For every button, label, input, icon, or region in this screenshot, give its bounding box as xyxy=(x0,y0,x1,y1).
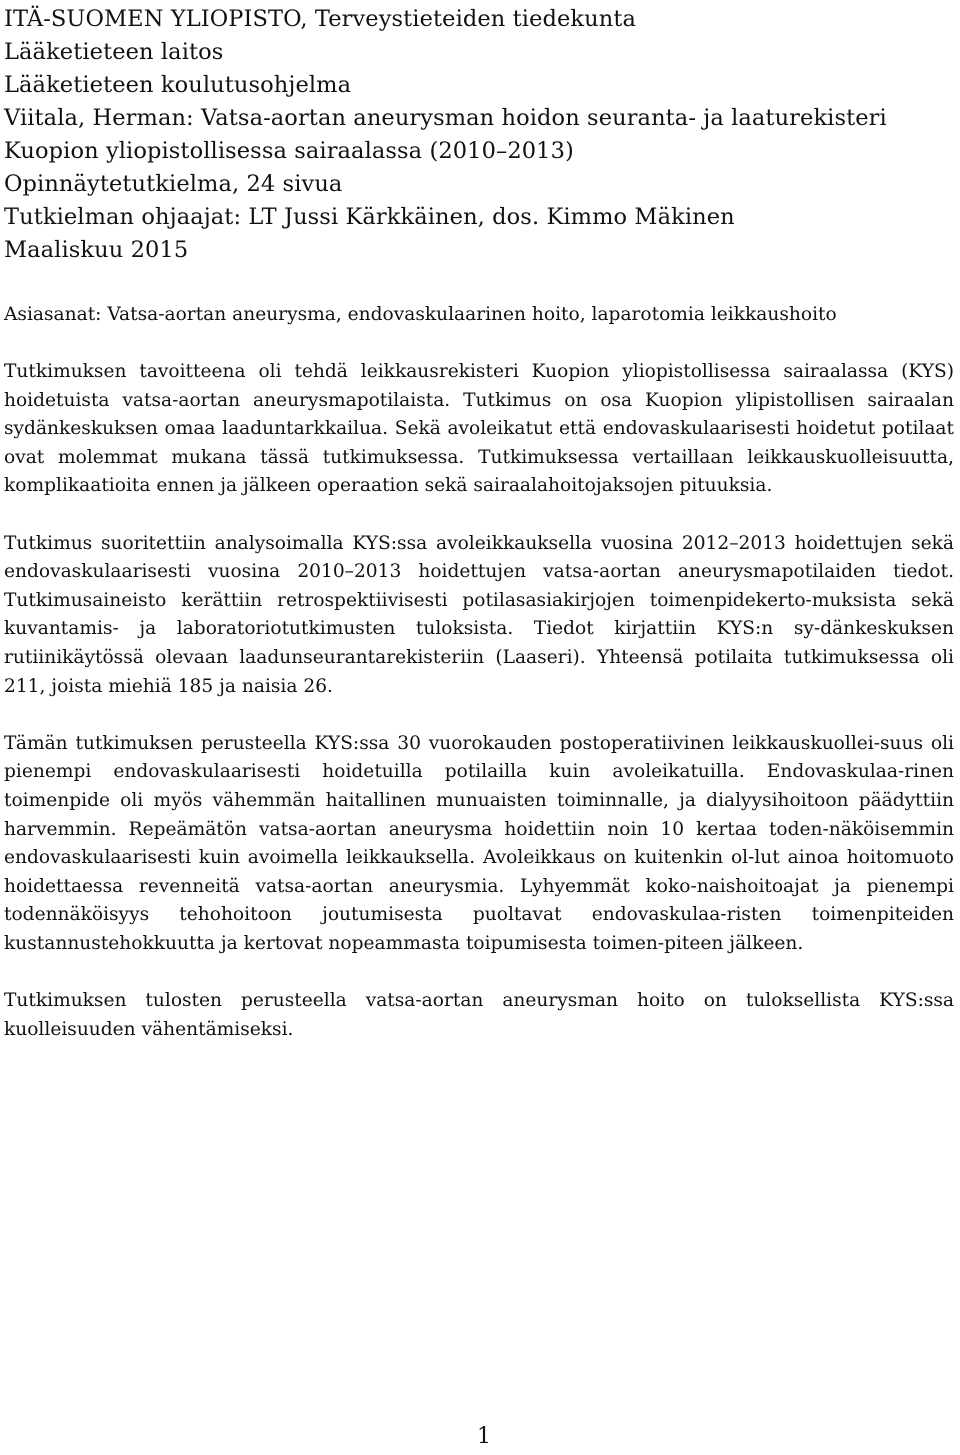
supervisors-line: Tutkielman ohjaajat: LT Jussi Kärkkäinen, dos. Kimmo Mäkinen xyxy=(4,204,735,230)
thesis-type-line: Opinnäytetutkielma, 24 sivua xyxy=(4,171,343,197)
abstract-paragraph-conclusion: Tutkimuksen tulosten perusteella vatsa-aortan aneurysman hoito on tuloksellista KYS:ssa kuolleisuuden vähentämiseksi. xyxy=(4,990,954,1040)
title-continuation-line: Kuopion yliopistollisessa sairaalassa (2010–2013) xyxy=(4,138,574,164)
date-line: Maaliskuu 2015 xyxy=(4,237,189,263)
author-title-line: Viitala, Herman: Vatsa-aortan aneurysman hoidon seuranta- ja laaturekisteri xyxy=(4,105,887,131)
abstract-paragraph-results: Tämän tutkimuksen perusteella KYS:ssa 30 vuorokauden postoperatiivinen leikkauskuollei-suus oli pienempi endovaskulaarisesti hoidetuilla potilailla kuin avoleikatuilla. Endovaskulaa-rinen toimenpide oli myös vähemmän haitallinen munuaisten toiminnalle, ja dialyysihoitoon päädyttiin harvemmin. Repeämätön vatsa-aortan aneurysma hoidettiin noin 10 kertaa toden-näköisemmin endovaskulaarisesti kuin avoimella leikkauksella. Avoleikkaus on kuitenkin ol-lut ainoa hoitomuoto hoidettaessa revenneitä vatsa-aortan aneurysmia. Lyhyemmät koko-naishoitoajat ja pienempi todennäköisyys tehohoitoon joutumisesta puoltavat endovaskulaa-risten toimenpiteiden kustannustehokkuutta ja kertovat nopeammasta toipumisesta toimen-piteen jälkeen. xyxy=(4,732,954,954)
page-number: 1 xyxy=(477,1424,491,1449)
program-line: Lääketieteen koulutusohjelma xyxy=(4,72,352,98)
thesis-header xyxy=(4,3,944,267)
department-line: Lääketieteen laitos xyxy=(4,39,224,65)
university-line: ITÄ-SUOMEN YLIOPISTO, Terveystieteiden tiedekunta xyxy=(4,6,636,32)
abstract-body xyxy=(4,358,954,1073)
abstract-paragraph-methods: Tutkimus suoritettiin analysoimalla KYS:ssa avoleikkauksella vuosina 2012–2013 hoidettujen sekä endovaskulaarisesti vuosina 2010–2013 hoidettujen vatsa-aortan aneurysmapotilaiden tiedot. Tutkimusaineisto kerättiin retrospektiivisesti potilasasiakirjojen toimenpidekerto-muksista sekä kuvantamis- ja laboratoriotutkimusten tuloksista. Tiedot kirjattiin KYS:n sy-dänkeskuksen rutiinikäytössä olevaan laadunseurantarekisteriin (Laaseri). Yhteensä potilaita tutkimuksessa oli 211, joista miehiä 185 ja naisia 26. xyxy=(4,532,954,697)
abstract-paragraph-aim: Tutkimuksen tavoitteena oli tehdä leikkausrekisteri Kuopion yliopistollisessa sairaalassa (KYS) hoidetuista vatsa-aortan aneurysmapotilaista. Tutkimus on osa Kuopion ylipistollisen sairaalan sydänkeskuksen omaa laaduntarkkailua. Sekä avoleikatut että endovaskulaarisesti hoidetut potilaat ovat molemmat mukana tässä tutkimuksessa. Tutkimuksessa vertaillaan leikkauskuolleisuutta, komplikaatioita ennen ja jälkeen operaation sekä sairaalahoitojaksojen pituuksia. xyxy=(4,361,954,497)
keywords-line: Asiasanat: Vatsa-aortan aneurysma, endovaskulaarinen hoito, laparotomia leikkaushoito xyxy=(4,304,837,325)
